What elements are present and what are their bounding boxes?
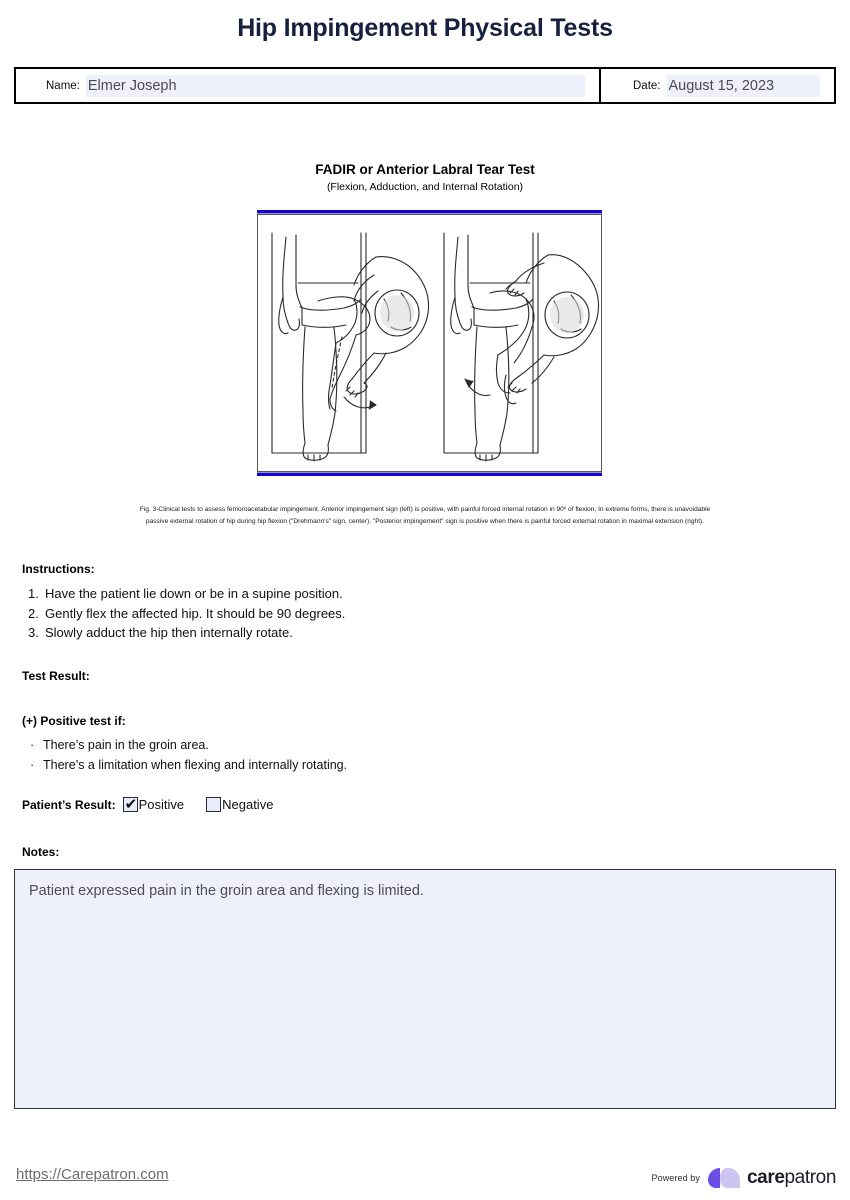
figure-caption: Fig. 3-Clinical tests to assess femoroacetabular impingement. Anterior impingement sign (left) is positive, with painful forced internal rotation in 90º of flexion. In extreme forms, there is unavoidable passive external rotation of hip during hip flexion ("Drehmann's" sign, center). "Posterior impingement" sign is positive when there is painful forced external rotation in maximal extension (right).	[139, 506, 711, 525]
date-input[interactable]: August 15, 2023	[667, 75, 821, 97]
checkbox-positive[interactable]	[123, 797, 138, 812]
list-item	[28, 623, 345, 643]
carepatron-wordmark	[747, 1167, 836, 1189]
checkbox-negative-label[interactable]: Negative	[222, 797, 274, 812]
list-item	[30, 735, 347, 755]
patient-identity-bar	[14, 67, 836, 104]
brand-light: patron	[784, 1167, 836, 1188]
notes-textarea[interactable]: Patient expressed pain in the groin area and flexing is limited.	[14, 869, 836, 1109]
instructions-heading: Instructions:	[22, 562, 95, 576]
checkbox-negative[interactable]	[206, 797, 221, 812]
notes-heading: Notes:	[22, 845, 60, 859]
step-text: Gently flex the affected hip. It should be 90 degrees.	[45, 605, 346, 621]
step-number: 3.	[28, 625, 39, 640]
list-item	[28, 584, 345, 604]
figure-container	[257, 210, 602, 476]
figure-bottom-blue-rule	[257, 473, 602, 476]
carepatron-logo-icon	[707, 1166, 741, 1190]
date-label: Date:	[633, 79, 661, 92]
patient-result-row	[22, 797, 295, 812]
bullet-icon: ·	[30, 738, 35, 752]
hip-impingement-illustration	[257, 214, 602, 472]
positive-criteria-list	[30, 735, 347, 775]
list-item	[30, 755, 347, 775]
step-text: Have the patient lie down or be in a supine position.	[45, 586, 343, 601]
patient-result-label: Patient’s Result:	[22, 797, 116, 812]
date-field-group	[599, 69, 834, 102]
check-icon: ✔	[124, 795, 138, 813]
name-input[interactable]: Elmer Joseph	[86, 75, 585, 97]
step-number: 1.	[28, 586, 39, 601]
step-text: Slowly adduct the hip then internally rotate.	[45, 625, 293, 640]
brand-bold: care	[747, 1167, 785, 1188]
bullet-icon: ·	[30, 758, 35, 772]
powered-by-label: Powered by	[651, 1173, 701, 1183]
carepatron-url-link[interactable]: https://Carepatron.com	[16, 1166, 169, 1183]
page-title: Hip Impingement Physical Tests	[237, 14, 613, 42]
criteria-text: There’s pain in the groin area.	[43, 738, 209, 752]
carepatron-branding	[651, 1166, 836, 1190]
name-label: Name:	[46, 79, 80, 92]
instructions-list	[28, 584, 345, 643]
positive-test-heading: (+) Positive test if:	[22, 714, 126, 728]
list-item	[28, 604, 345, 624]
step-number: 2.	[28, 605, 39, 621]
name-field-group	[16, 69, 599, 102]
checkbox-positive-label[interactable]: Positive	[138, 797, 185, 812]
test-subtitle: (Flexion, Adduction, and Internal Rotation)	[326, 181, 524, 193]
criteria-text: There’s a limitation when flexing and internally rotating.	[43, 758, 348, 772]
test-result-heading: Test Result:	[22, 669, 90, 683]
test-title: FADIR or Anterior Labral Tear Test	[315, 162, 535, 177]
